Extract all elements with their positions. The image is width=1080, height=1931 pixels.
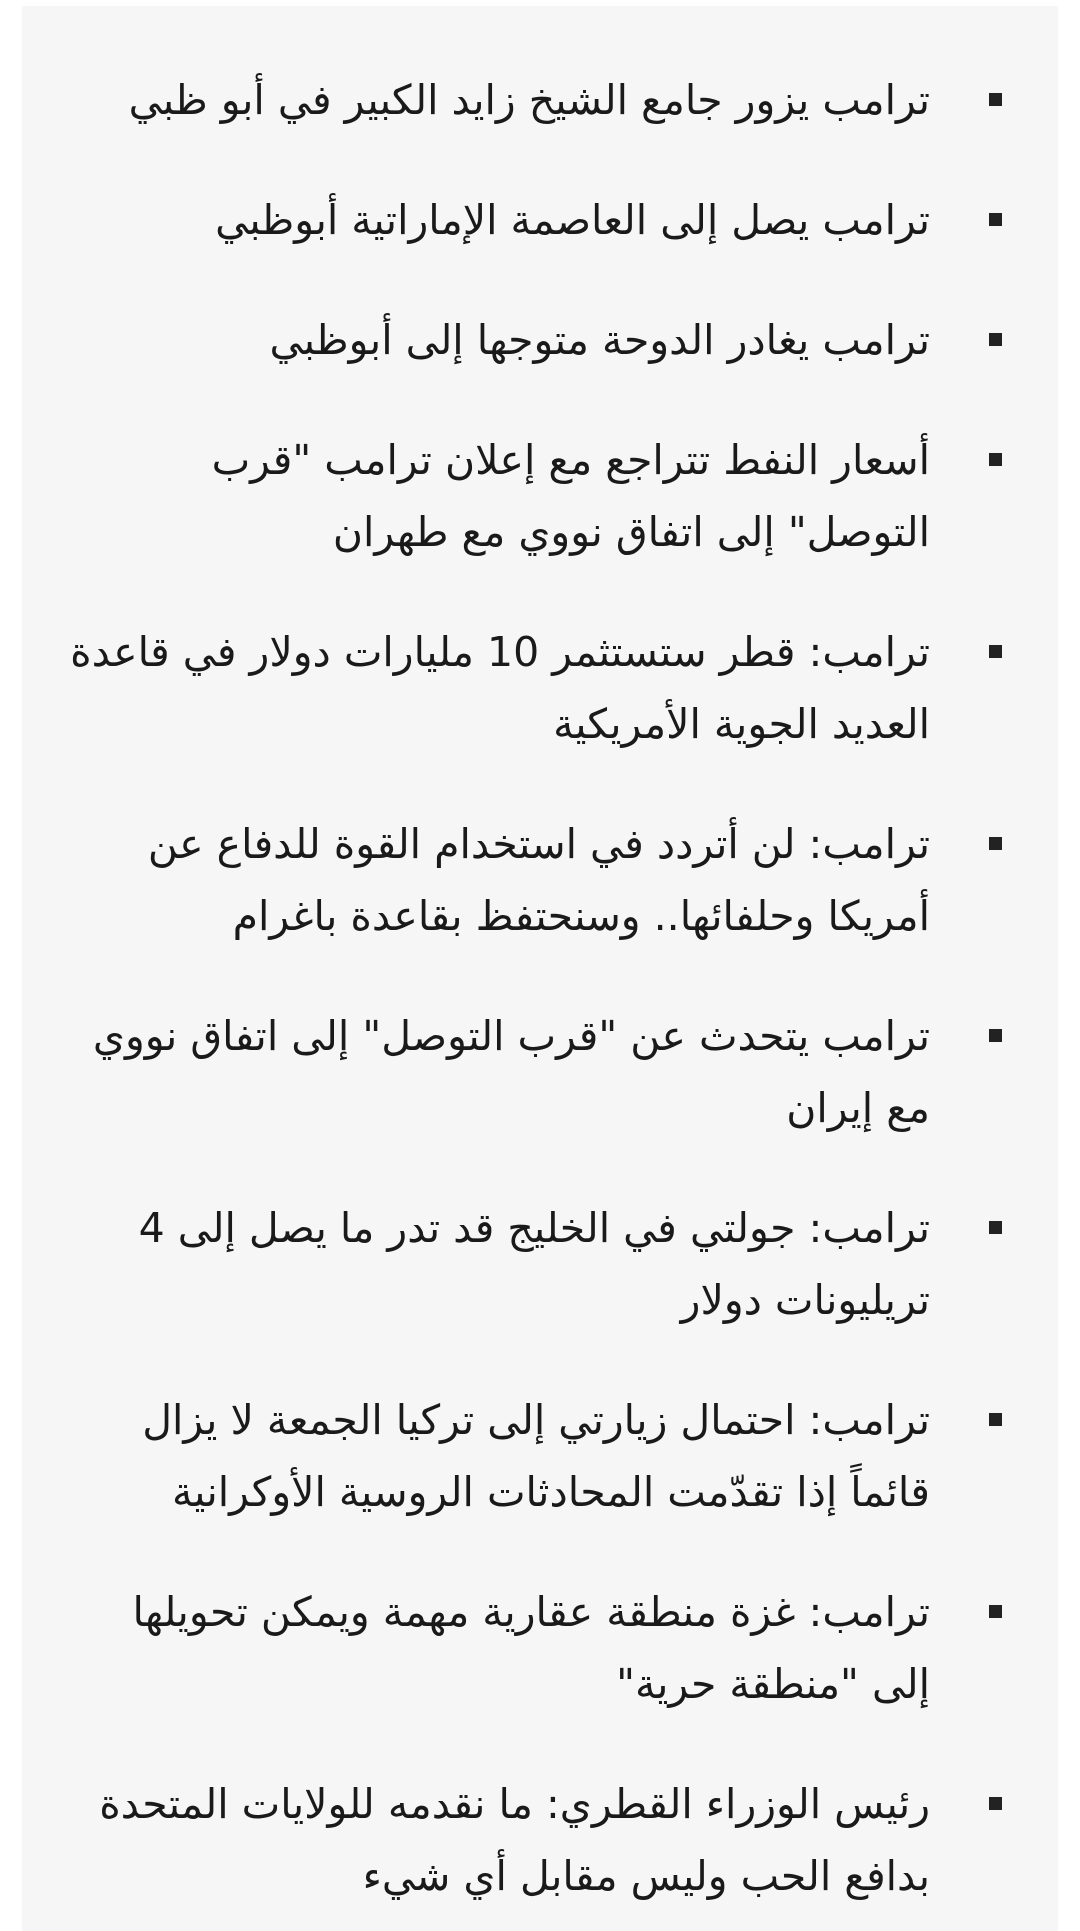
- square-bullet-icon: [989, 1221, 1002, 1234]
- list-item: [62, 1192, 930, 1336]
- square-bullet-icon: [989, 1605, 1002, 1618]
- list-item: [62, 1384, 930, 1528]
- square-bullet-icon: [989, 1797, 1002, 1810]
- headline-list: [22, 6, 1058, 1912]
- square-bullet-icon: [989, 333, 1002, 346]
- square-bullet-icon: [989, 93, 1002, 106]
- headline-link[interactable]: أسعار النفط تتراجع مع إعلان ترامب "قرب التوصل" إلى اتفاق نووي مع طهران: [211, 436, 930, 556]
- headlines-panel: [22, 6, 1058, 1931]
- list-item: [62, 184, 930, 256]
- square-bullet-icon: [989, 453, 1002, 466]
- list-item: [62, 1768, 930, 1912]
- headline-link[interactable]: ترامب: غزة منطقة عقارية مهمة ويمكن تحويلها إلى "منطقة حرية": [132, 1588, 930, 1708]
- square-bullet-icon: [989, 1029, 1002, 1042]
- list-item: [62, 304, 930, 376]
- headline-link[interactable]: ترامب يصل إلى العاصمة الإماراتية أبوظبي: [215, 196, 930, 244]
- headline-link[interactable]: ترامب: لن أتردد في استخدام القوة للدفاع عن أمريكا وحلفائها.. وسنحتفظ بقاعدة باغرام: [147, 820, 930, 940]
- square-bullet-icon: [989, 1413, 1002, 1426]
- list-item: [62, 424, 930, 568]
- headline-link[interactable]: ترامب يتحدث عن "قرب التوصل" إلى اتفاق نووي مع إيران: [92, 1012, 930, 1132]
- headline-link[interactable]: ترامب: احتمال زيارتي إلى تركيا الجمعة لا يزال قائماً إذا تقدّمت المحادثات الروسية الأوكرانية: [142, 1396, 930, 1516]
- list-item: [62, 1576, 930, 1720]
- headline-link[interactable]: ترامب: قطر ستستثمر 10 مليارات دولار في قاعدة العديد الجوية الأمريكية: [70, 628, 930, 748]
- square-bullet-icon: [989, 837, 1002, 850]
- list-item: [62, 64, 930, 136]
- headline-link[interactable]: ترامب يزور جامع الشيخ زايد الكبير في أبو ظبي: [128, 76, 930, 124]
- list-item: [62, 616, 930, 760]
- square-bullet-icon: [989, 213, 1002, 226]
- square-bullet-icon: [989, 645, 1002, 658]
- list-item: [62, 1000, 930, 1144]
- list-item: [62, 808, 930, 952]
- headline-link[interactable]: رئيس الوزراء القطري: ما نقدمه للولايات المتحدة بدافع الحب وليس مقابل أي شيء: [99, 1780, 930, 1900]
- headline-link[interactable]: ترامب يغادر الدوحة متوجها إلى أبوظبي: [269, 316, 930, 364]
- headline-link[interactable]: ترامب: جولتي في الخليج قد تدر ما يصل إلى 4 تريليونات دولار: [138, 1204, 930, 1324]
